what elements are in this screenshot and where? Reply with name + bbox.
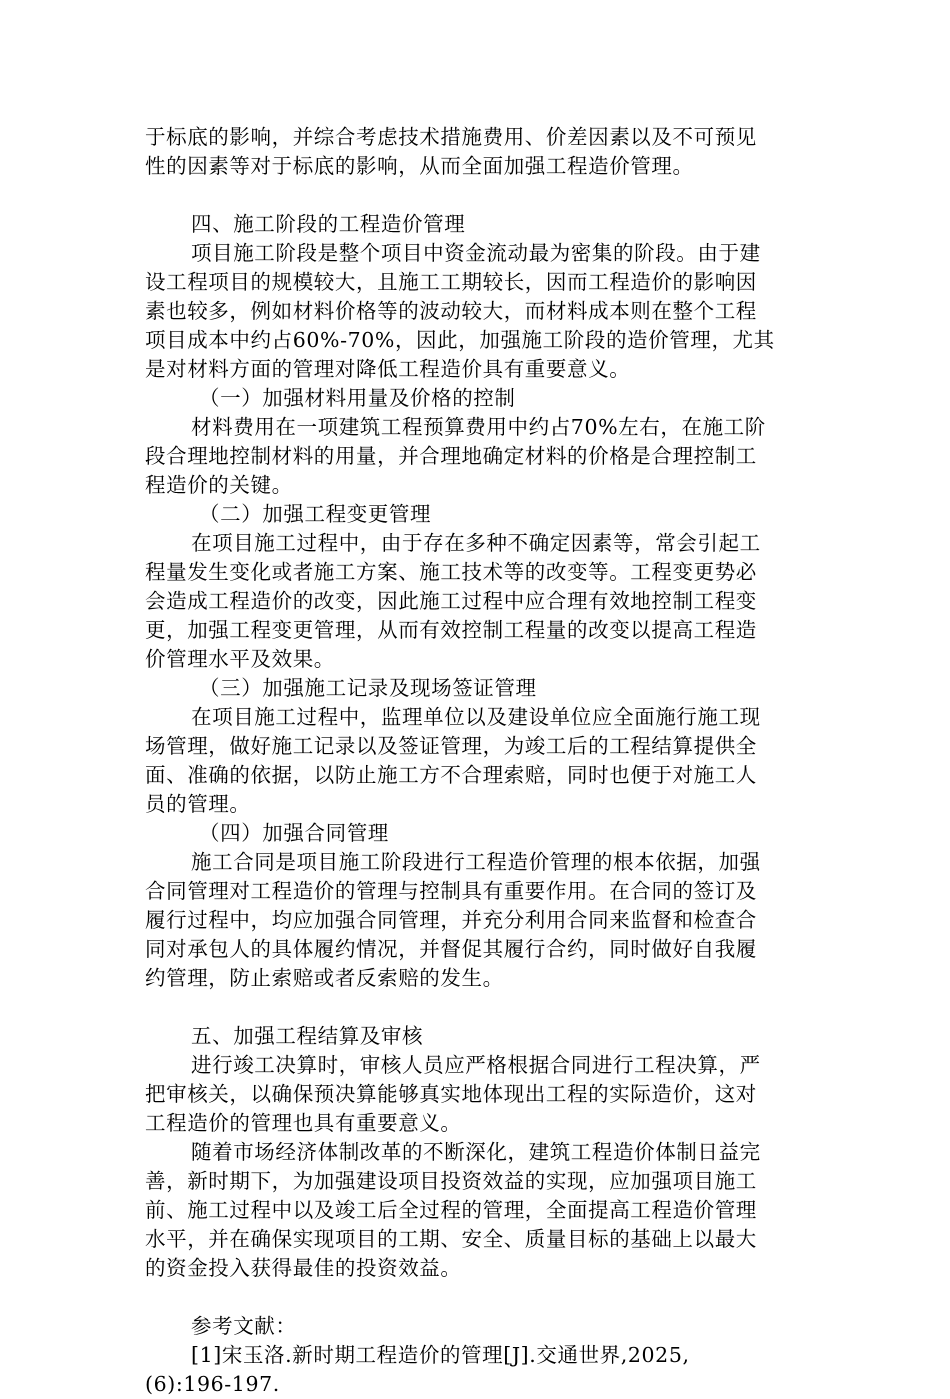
section-heading-4: 四、施工阶段的工程造价管理 (191, 212, 466, 236)
section4-para-line: 素也较多，例如材料价格等的波动较大，而材料成本则在整个工程 (145, 299, 757, 323)
paragraph-gap (145, 181, 805, 210)
sub3-para-line: 场管理，做好施工记录以及签证管理，为竣工后的工程结算提供全 (145, 734, 757, 758)
section5-para1-line: 进行竣工决算时，审核人员应严格根据合同进行工程决算，严 (191, 1053, 761, 1077)
subheading-3: （三）加强施工记录及现场签证管理 (199, 676, 537, 700)
reference-line: [1]宋玉洛.新时期工程造价的管理[J].交通世界,2025, (191, 1343, 690, 1367)
sub4-para-line: 施工合同是项目施工阶段进行工程造价管理的根本依据，加强 (191, 850, 761, 874)
subheading-1: （一）加强材料用量及价格的控制 (199, 386, 516, 410)
document-page (145, 123, 805, 1399)
intro-line: 于标底的影响，并综合考虑技术措施费用、价差因素以及不可预见 (145, 125, 757, 149)
subheading-4: （四）加强合同管理 (199, 821, 389, 845)
sub2-para-line: 程量发生变化或者施工方案、施工技术等的改变等。工程变更势必 (145, 560, 757, 584)
section5-para2-line: 水平，并在确保实现项目的工期、安全、质量目标的基础上以最大 (145, 1227, 757, 1251)
sub2-para-line: 价管理水平及效果。 (145, 647, 335, 671)
section4-para-line: 项目施工阶段是整个项目中资金流动最为密集的阶段。由于建 (191, 241, 761, 265)
section-heading-5: 五、加强工程结算及审核 (191, 1024, 424, 1048)
reference-line: (6):196-197. (145, 1372, 280, 1396)
section5-para2-line: 随着市场经济体制改革的不断深化，建筑工程造价体制日益完 (191, 1140, 761, 1164)
sub2-para-line: 更，加强工程变更管理，从而有效控制工程量的改变以提高工程造 (145, 618, 757, 642)
sub4-para-line: 约管理，防止索赔或者反索赔的发生。 (145, 966, 504, 990)
paragraph-gap (145, 993, 805, 1022)
sub1-para-line: 程造价的关键。 (145, 473, 293, 497)
section5-para1-line: 把审核关，以确保预决算能够真实地体现出工程的实际造价，这对 (145, 1082, 757, 1106)
section4-para-line: 设工程项目的规模较大，且施工工期较长，因而工程造价的影响因 (145, 270, 757, 294)
subheading-2: （二）加强工程变更管理 (199, 502, 432, 526)
section5-para2-line: 善，新时期下，为加强建设项目投资效益的实现，应加强项目施工 (145, 1169, 757, 1193)
sub4-para-line: 履行过程中，均应加强合同管理，并充分利用合同来监督和检查合 (145, 908, 757, 932)
sub2-para-line: 会造成工程造价的改变，因此施工过程中应合理有效地控制工程变 (145, 589, 757, 613)
sub3-para-line: 面、准确的依据，以防止施工方不合理索赔，同时也便于对施工人 (145, 763, 757, 787)
paragraph-gap (145, 1283, 805, 1312)
section5-para2-line: 前、施工过程中以及竣工后全过程的管理，全面提高工程造价管理 (145, 1198, 757, 1222)
sub4-para-line: 合同管理对工程造价的管理与控制具有重要作用。在合同的签订及 (145, 879, 757, 903)
sub3-para-line: 在项目施工过程中，监理单位以及建设单位应全面施行施工现 (191, 705, 761, 729)
intro-line: 性的因素等对于标底的影响，从而全面加强工程造价管理。 (145, 154, 694, 178)
sub1-para-line: 段合理地控制材料的用量，并合理地确定材料的价格是合理控制工 (145, 444, 757, 468)
section5-para2-line: 的资金投入获得最佳的投资效益。 (145, 1256, 462, 1280)
sub4-para-line: 同对承包人的具体履约情况，并督促其履行合约，同时做好自我履 (145, 937, 757, 961)
section5-para1-line: 工程造价的管理也具有重要意义。 (145, 1111, 462, 1135)
sub1-para-line: 材料费用在一项建筑工程预算费用中约占70%左右，在施工阶 (191, 415, 766, 439)
section4-para-line: 是对材料方面的管理对降低工程造价具有重要意义。 (145, 357, 631, 381)
sub2-para-line: 在项目施工过程中，由于存在多种不确定因素等，常会引起工 (191, 531, 761, 555)
references-heading: 参考文献： (191, 1314, 297, 1338)
section4-para-line: 项目成本中约占60%-70%，因此，加强施工阶段的造价管理，尤其 (145, 328, 775, 352)
sub3-para-line: 员的管理。 (145, 792, 251, 816)
